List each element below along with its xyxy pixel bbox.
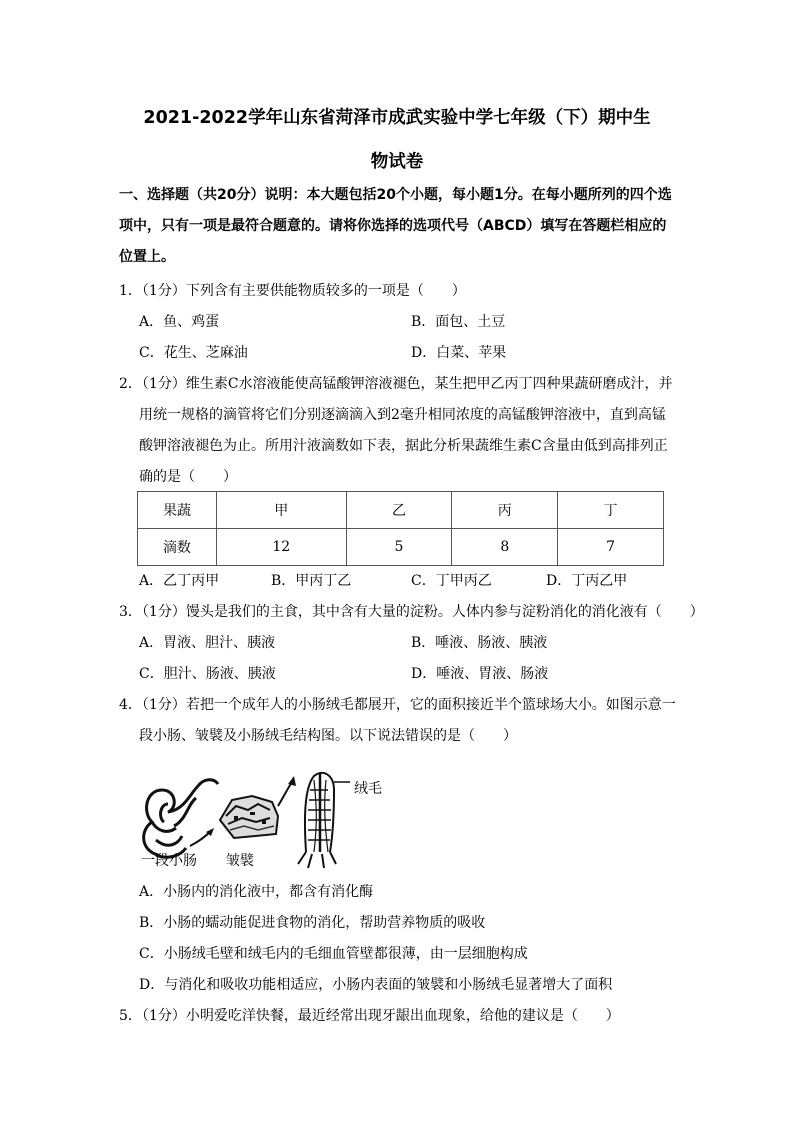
page-title-line2: 物试卷 (370, 152, 424, 172)
question-1-option-d: D．白菜、苹果 (411, 345, 507, 361)
question-2-stem-line2: 用统一规格的滴管将它们分别逐滴滴入到2毫升相同浓度的高锰酸钾溶液中，直到高锰 (139, 407, 666, 423)
question-4-stem-line2: 段小肠、皱襞及小肠绒毛结构图。以下说法错误的是（ ） (139, 728, 517, 744)
question-3-option-c: C．胆汁、肠液、胰液 (139, 666, 276, 682)
question-5-stem: 5．（1分）小明爱吃洋快餐，最近经常出现牙龈出血现象，给他的建议是（ ） (119, 1008, 620, 1024)
table-cell: 7 (558, 529, 664, 566)
question-4-stem-line1: 4．（1分）若把一个成年人的小肠绒毛都展开，它的面积接近半个篮球场大小。如图示意一 (119, 697, 676, 713)
question-4-option-d: D．与消化和吸收功能相适应，小肠内表面的皱襞和小肠绒毛显著增大了面积 (139, 977, 613, 993)
figure-label-fold: 皱襞 (226, 853, 254, 869)
villus-illustration (298, 773, 350, 868)
fold-illustration (220, 796, 278, 838)
figure-label-villi: 绒毛 (354, 781, 382, 797)
arrowhead-icon (288, 776, 296, 786)
question-3-option-a: A．胃液、胆汁、胰液 (139, 635, 276, 651)
question-2-stem-line1: 2．（1分）维生素C水溶液能使高锰酸钾溶液褪色，某生把甲乙丙丁四种果蔬研磨成汁，并 (119, 376, 673, 392)
table-cell: 果蔬 (138, 492, 217, 529)
table-cell: 丙 (452, 492, 558, 529)
question-2-stem-line3: 酸钾溶液褪色为止。所用汁液滴数如下表，据此分析果蔬维生素C含量由低到高排列正 (139, 438, 668, 454)
section-instruction: 一、选择题（共20分）说明：本大题包括20个小题，每小题1分。在每小题所列的四个选项中，只有一项是最符合题意的。请将你选择的选项代号（ABCD）填写在答题栏相应的位置上。 (119, 187, 672, 265)
table-row (138, 529, 664, 566)
question-2-option-a: A．乙丁丙甲 (139, 573, 220, 589)
page-title-line1: 2021-2022学年山东省菏泽市成武实验中学七年级（下）期中生 (143, 108, 651, 128)
intestine-illustration (144, 780, 218, 857)
question-2-option-c: C．丁甲丙乙 (411, 573, 492, 589)
table-cell: 12 (217, 529, 347, 566)
table-cell: 5 (346, 529, 452, 566)
question-3-stem: 3．（1分）馒头是我们的主食，其中含有大量的淀粉。人体内参与淀粉消化的消化液有（ ） (119, 604, 704, 620)
question-2-table (137, 491, 664, 566)
question-3-option-b: B．唾液、肠液、胰液 (411, 635, 548, 651)
table-cell: 滴数 (138, 529, 217, 566)
question-1-stem: 1．（1分）下列含有主要供能物质较多的一项是（ ） (119, 283, 466, 299)
question-4-option-b: B．小肠的蠕动能促进食物的消化，帮助营养物质的吸收 (139, 915, 486, 931)
table-cell: 乙 (346, 492, 452, 529)
question-1-option-a: A．鱼、鸡蛋 (139, 314, 220, 330)
question-1-option-c: C．花生、芝麻油 (139, 345, 248, 361)
question-1-option-b: B．面包、土豆 (411, 314, 506, 330)
table-row (138, 492, 664, 529)
table-cell: 8 (452, 529, 558, 566)
table-cell: 丁 (558, 492, 664, 529)
question-3-option-d: D．唾液、胃液、肠液 (411, 666, 549, 682)
question-2-stem-line4: 确的是（ ） (139, 469, 237, 485)
question-2-option-b: B．甲丙丁乙 (271, 573, 352, 589)
arrow-icon (278, 782, 292, 806)
figure-label-intestine: 一段小肠 (141, 853, 197, 869)
question-4-option-c: C．小肠绒毛壁和绒毛内的毛细血管壁都很薄，由一层细胞构成 (139, 946, 528, 962)
table-cell: 甲 (217, 492, 347, 529)
question-4-option-a: A．小肠内的消化液中，都含有消化酶 (139, 884, 374, 900)
question-2-option-d: D．丁丙乙甲 (546, 573, 628, 589)
